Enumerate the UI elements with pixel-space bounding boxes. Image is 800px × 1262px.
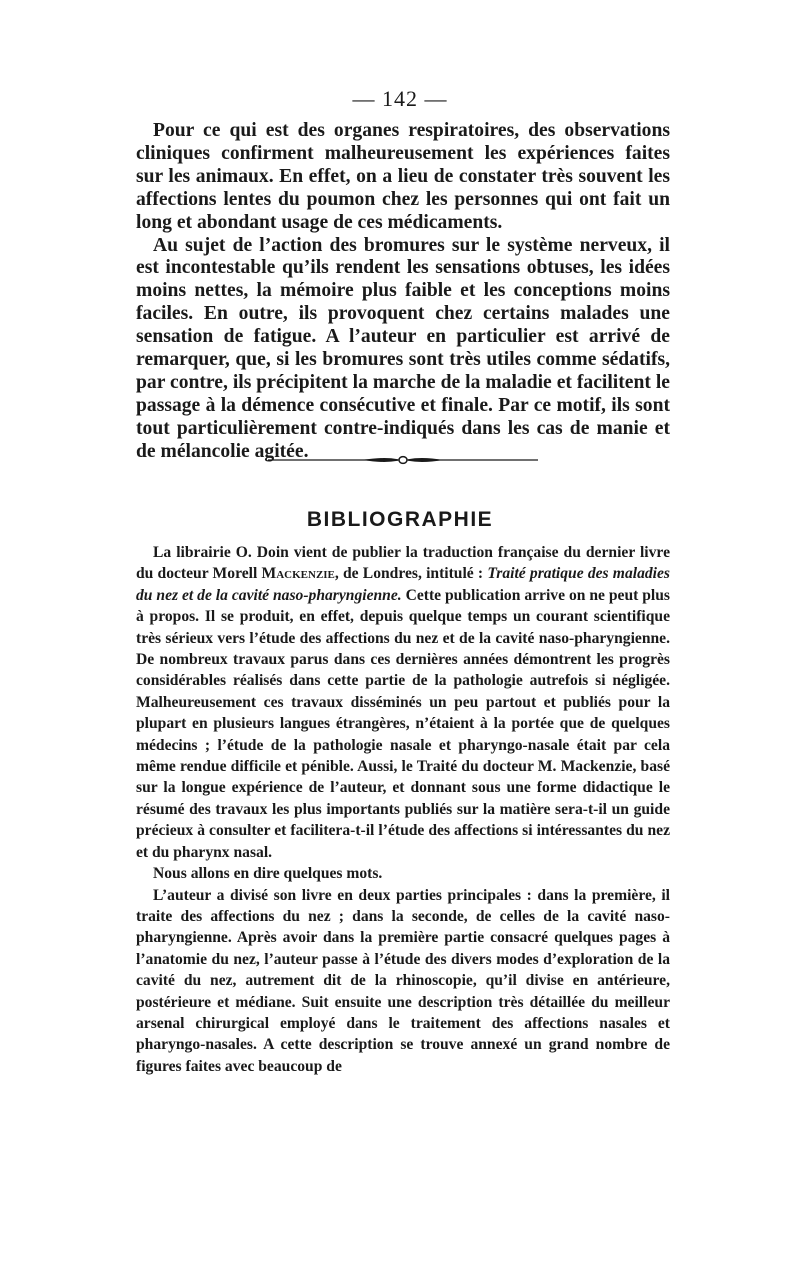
upper-text-block <box>136 120 670 464</box>
bibliography-review <box>136 542 670 1077</box>
section-title: BIBLIOGRAPHIE <box>306 508 494 531</box>
paragraph-respiratory: Pour ce qui est des organes respiratoires, des observations cliniques confirment malheureusement les expériences faites sur les animaux. En effet, on a lieu de constater très souvent les affections lentes du poumon chez les personnes qui ont fait un long et abondant usage de ces médicaments. <box>136 120 670 233</box>
review-paragraph-1 <box>136 542 670 863</box>
review-paragraph-2: Nous allons en dire quelques mots. <box>153 865 383 883</box>
review-body: Cette publication arrive on ne peut plus à propos. Il se produit, en effet, depuis quelque temps un courant scientifique très sérieux vers l’étude des affections du nez et de la cavité naso-pharyngienne. De nombreux travaux parus dans ces dernières années démontrent les progrès considérables réalisés dans cette partie de la pathologie autrefois si négligée. Malheureusement ces travaux disséminés un peu partout et publiés pour la plupart en plusieurs langues étrangères, n’étaient à la portée que de quelques médecins ; l’étude de la pathologie nasale et pharyngo-nasale était par cela même rendue difficile et pénible. Aussi, le Traité du docteur M. Mackenzie, basé sur la longue expérience de l’auteur, et donnant sous une forme didactique le résumé des travaux les plus importants publiés sur la matière sera-t-il un guide précieux à consulter et facilitera-t-il l’étude des affections si intéressantes du nez et du pharynx nasal. <box>136 586 670 861</box>
page-number: — 142 — <box>352 86 448 111</box>
paragraph-nervous-system: Au sujet de l’action des bromures sur le système nerveux, il est incontestable qu’ils rendent les sensations obtuses, les idées moins nettes, la mémoire plus faible et les conceptions moins faciles. En outre, ils provoquent chez certains malades une sensation de fatigue. A l’auteur en particulier est arrivé de remarquer, que, si les bromures sont très utiles comme sédatifs, par contre, ils précipitent la marche de la maladie et facilitent le passage à la démence consécutive et finale. Par ce motif, ils sont tout particulièrement contre-indiqués dans les cas de manie et de mélancolie agitée. <box>136 234 670 462</box>
ornamental-divider <box>268 455 538 465</box>
review-intro: La librairie O. Doin vient de publier la traduction française du dernier livre du docteur Morell <box>136 544 670 583</box>
book-title: Traité pratique des maladies du nez et de la cavité naso-pharyngienne. <box>136 565 670 604</box>
review-paragraph-3: L’auteur a divisé son livre en deux parties principales : dans la première, il traite des affections du nez ; dans la seconde, de celles de la cavité naso-pharyngienne. Après avoir dans la première partie consacré quelques pages à l’anatomie du nez, l’auteur passe à l’étude des divers modes d’exploration de la cavité du nez, autrement dit de la rhinoscopie, qu’il divise en antérieure, postérieure et médiane. Suit ensuite une description très détaillée du meilleur arsenal chirurgical employé dans le traitement des affections nasales et pharyngo-nasales. A cette description se trouve annexé un grand nombre de figures faites avec beaucoup de <box>136 886 670 1075</box>
author-surname: Mackenzie <box>261 565 335 583</box>
review-intro-cont: , de Londres, intitulé : <box>334 565 488 583</box>
